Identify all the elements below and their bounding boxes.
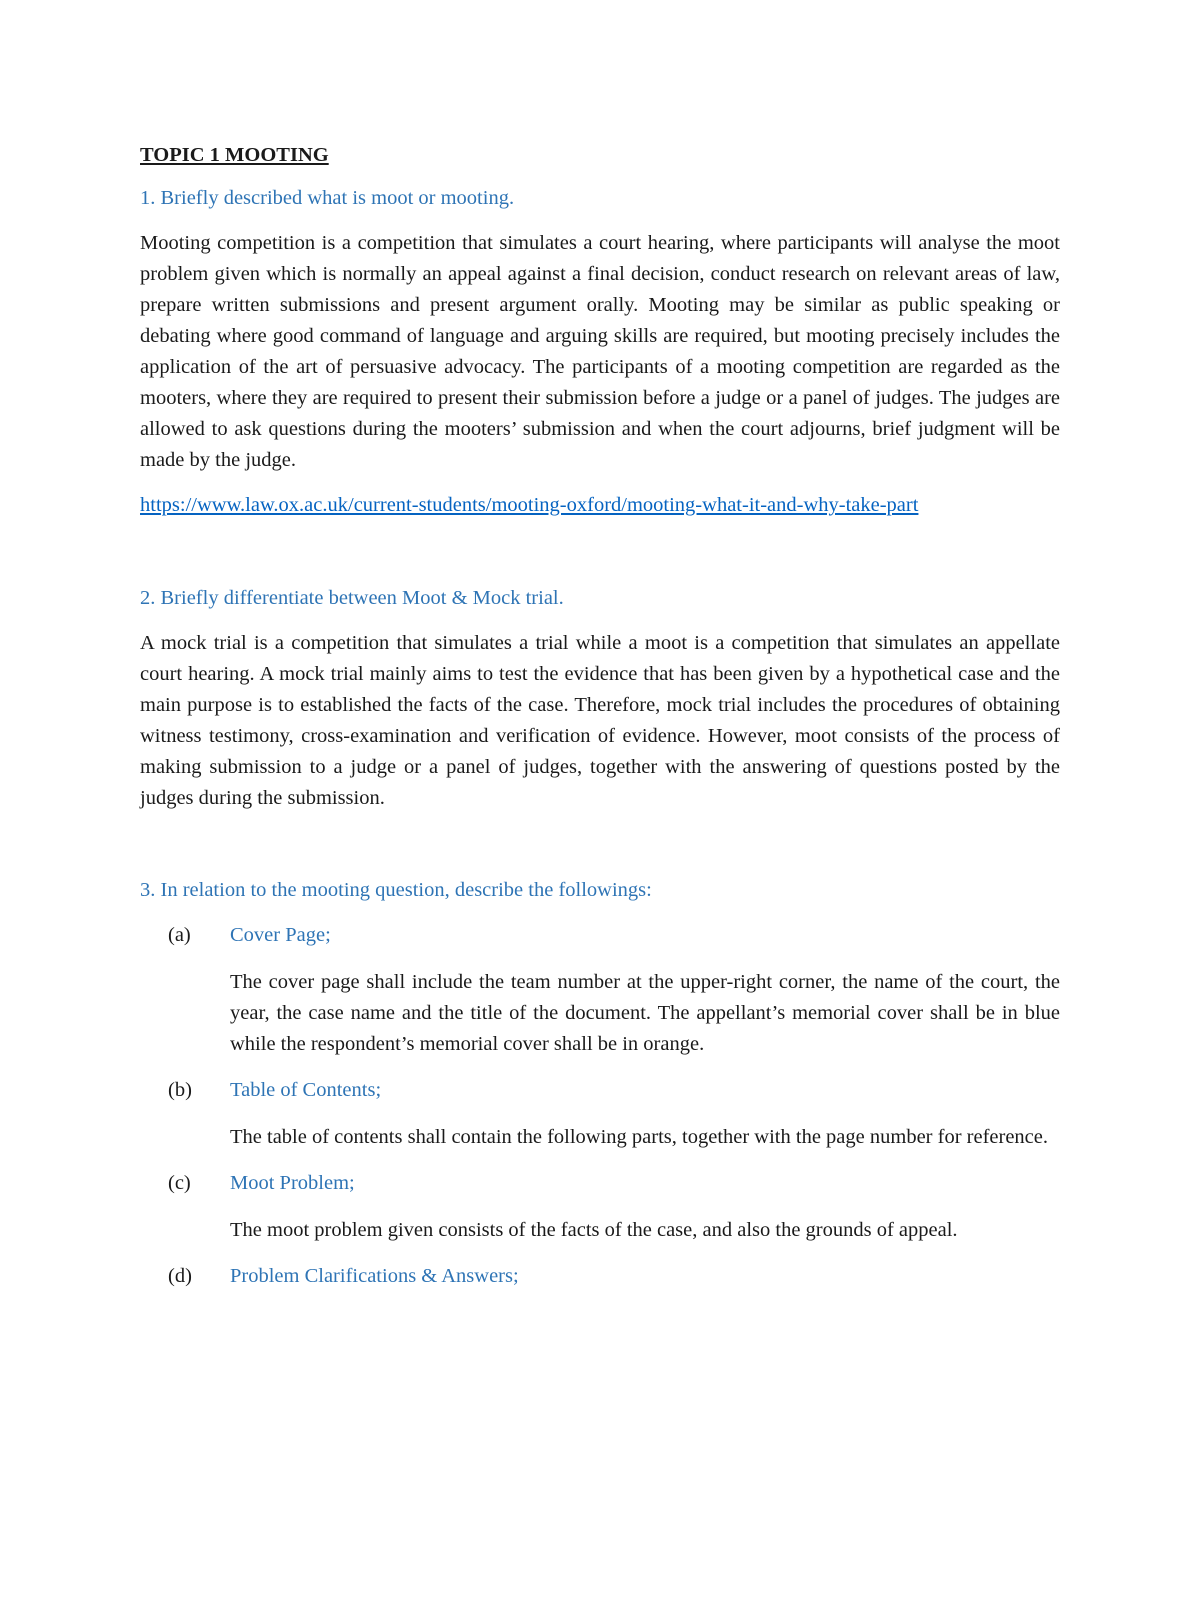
item-body: The cover page shall include the team number at the upper-right corner, the name of the court, the year, the case name and the title of the document. The appellant’s memorial cover shall be in blue while the respondent’s memorial cover shall be in orange.	[230, 971, 1060, 1055]
item-label: (d)	[168, 1265, 192, 1287]
item-body: The moot problem given consists of the facts of the case, and also the grounds of appeal.	[230, 1219, 958, 1241]
list-item-a	[140, 920, 1060, 951]
item-title: Cover Page;	[230, 924, 331, 946]
list-item-d	[140, 1261, 1060, 1292]
item-title: Moot Problem;	[230, 1172, 355, 1194]
list-item-b	[140, 1075, 1060, 1106]
item-body: The table of contents shall contain the following parts, together with the page number for reference.	[230, 1126, 1048, 1148]
item-title: Problem Clarifications & Answers;	[230, 1265, 519, 1287]
answer-1: Mooting competition is a competition that simulates a court hearing, where participants will analyse the moot problem given which is normally an appeal against a final decision, conduct research on relevant areas of law, prepare written submissions and present argument orally. Mooting may be similar as public speaking or debating where good command of language and arguing skills are required, but mooting precisely includes the application of the art of persuasive advocacy. The participants of a mooting competition are regarded as the mooters, where they are required to present their submission before a judge or a panel of judges. The judges are allowed to ask questions during the mooters’ submission and when the court adjourns, brief judgment will be made by the judge.	[140, 232, 1060, 471]
question-2: 2. Briefly differentiate between Moot & Mock trial.	[140, 587, 564, 609]
question-3: 3. In relation to the mooting question, describe the followings:	[140, 879, 652, 901]
document-title: TOPIC 1 MOOTING	[140, 144, 329, 166]
item-label: (c)	[168, 1172, 191, 1194]
item-title: Table of Contents;	[230, 1079, 382, 1101]
document-page	[140, 140, 1060, 1308]
list-item-c	[140, 1168, 1060, 1199]
spacer	[140, 828, 1060, 875]
question-1: 1. Briefly described what is moot or mooting.	[140, 187, 515, 209]
item-label: (a)	[168, 924, 191, 946]
spacer	[140, 521, 1060, 583]
reference-link[interactable]: https://www.law.ox.ac.uk/current-students/mooting-oxford/mooting-what-it-and-why-take-part	[140, 494, 919, 516]
answer-2: A mock trial is a competition that simulates a trial while a moot is a competition that simulates an appellate court hearing. A mock trial mainly aims to test the evidence that has been given by a hypothetical case and the main purpose is to established the facts of the case. Therefore, mock trial includes the procedures of obtaining witness testimony, cross-examination and verification of evidence. However, moot consists of the process of making submission to a judge or a panel of judges, together with the answering of questions posted by the judges during the submission.	[140, 632, 1060, 809]
item-label: (b)	[168, 1079, 192, 1101]
